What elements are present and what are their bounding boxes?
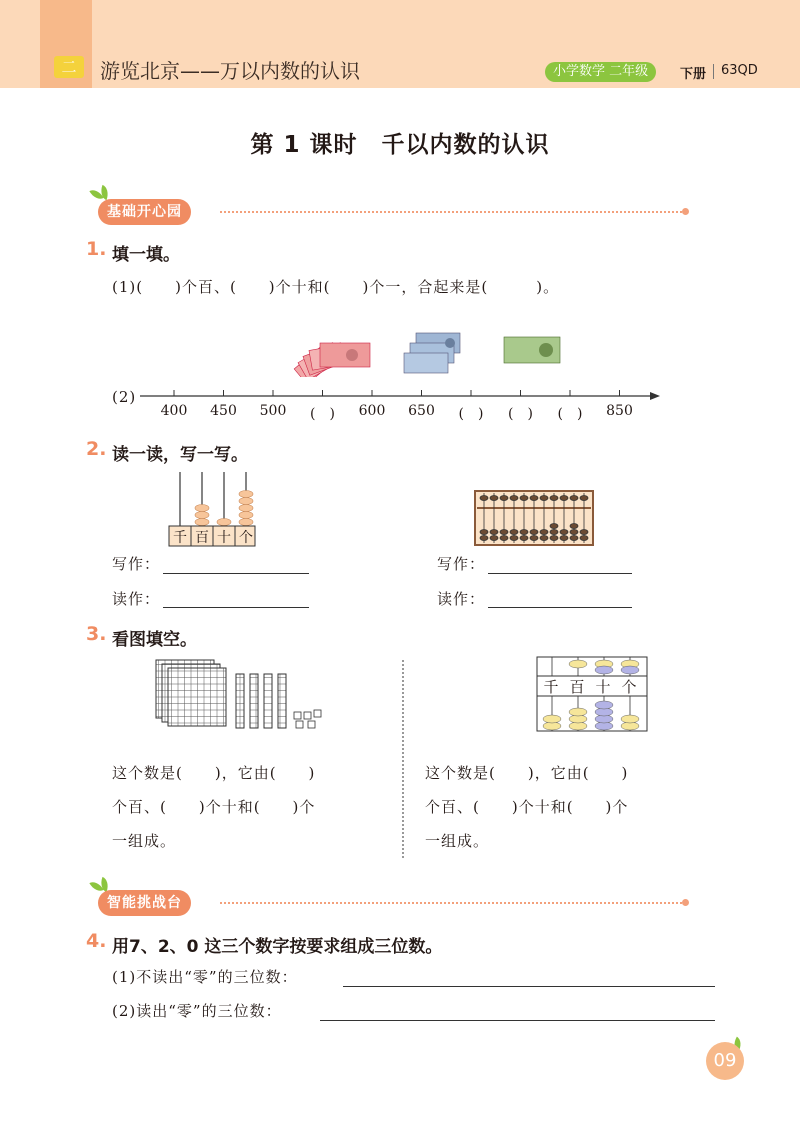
unit-cubes-icon — [294, 710, 321, 728]
lesson-title: 第 1 课时 千以内数的认识 — [250, 132, 550, 158]
abacus-bead — [510, 536, 518, 541]
q3-right-line3: 一组成。 — [425, 832, 490, 850]
q1-part1: (1)( )个百、( )个十和( )个一，合起来是( )。 — [112, 278, 560, 296]
q3-right-line1: 这个数是( )，它由( ) — [425, 764, 629, 782]
q3-left-line2: 个百、( )个十和( )个 — [112, 798, 316, 816]
abacus-bead — [500, 536, 508, 541]
number-line-label: 650 — [408, 403, 435, 419]
label-thousands: 千 — [543, 678, 559, 696]
q3-left-line1: 这个数是( )，它由( ) — [112, 764, 316, 782]
abacus-bead — [580, 496, 588, 501]
q2-left-write-line[interactable] — [163, 573, 309, 574]
q3-left-line3: 一组成。 — [112, 832, 177, 850]
q3-number: 3. — [86, 623, 107, 645]
number-line-label[interactable]: ( ) — [508, 406, 533, 422]
abacus-bead — [540, 496, 548, 501]
counter-abacus-labels — [538, 676, 646, 697]
abacus-bead — [510, 496, 518, 501]
q2-right-write-line[interactable] — [488, 573, 632, 574]
abacus-bead — [530, 530, 538, 535]
abacus-bead — [520, 496, 528, 501]
abacus-bead — [520, 536, 528, 541]
abacus-bead — [570, 536, 578, 541]
abacus-bead — [560, 530, 568, 535]
abacus-bead — [580, 530, 588, 535]
hundred-flats-icon — [156, 660, 226, 726]
unit-badge: 二 — [54, 56, 84, 78]
abacus-bead — [520, 530, 528, 535]
abacus-left-labels — [169, 527, 257, 547]
label-tens: 十 — [217, 530, 231, 546]
abacus-bead — [550, 530, 558, 535]
q2-right-write-label: 写作： — [437, 555, 486, 573]
divider-end-dot — [682, 899, 689, 906]
number-line-label[interactable]: ( ) — [557, 406, 583, 422]
label-thousands: 千 — [173, 530, 187, 546]
q1-part2-label: (2) — [112, 388, 137, 406]
abacus-bead — [530, 496, 538, 501]
abacus-bead — [480, 530, 488, 535]
label-tens: 十 — [595, 678, 611, 696]
ten-rods-icon — [236, 674, 286, 728]
q2-left-read-line[interactable] — [163, 607, 309, 608]
q1-number: 1. — [86, 238, 107, 260]
money-illustration — [290, 315, 580, 377]
q4-part1: (1)不读出“零”的三位数： — [112, 968, 298, 986]
q2-title: 读一读，写一写。 — [112, 445, 248, 465]
abacus-bead — [550, 524, 558, 529]
subject-grade: 小学数学 二年级 — [545, 62, 656, 82]
number-line-label: 500 — [259, 403, 287, 419]
number-line-label: 850 — [606, 403, 633, 419]
q1-title: 填一填。 — [112, 245, 180, 265]
one-yuan-note-icon — [504, 337, 560, 363]
abacus-bead — [490, 496, 498, 501]
q2-left-read-label: 读作： — [112, 590, 161, 608]
abacus-bead — [490, 536, 498, 541]
q4-title: 用7、2、0 这三个数字按要求组成三位数。 — [112, 937, 443, 957]
unit-title: 游览北京——万以内数的认识 — [100, 59, 360, 83]
abacus-bead — [560, 496, 568, 501]
q4-part1-answer-line[interactable] — [343, 986, 715, 987]
label-hundreds: 百 — [195, 530, 209, 546]
header-separator — [713, 64, 714, 79]
abacus-bead — [510, 530, 518, 535]
hundred-yuan-fan-icon — [294, 343, 370, 377]
abacus-bead — [530, 536, 538, 541]
abacus-bead — [570, 524, 578, 529]
q2-right-read-line[interactable] — [488, 607, 632, 608]
column-divider — [402, 660, 404, 858]
q4-part2: (2)读出“零”的三位数： — [112, 1002, 282, 1020]
label-hundreds: 百 — [569, 678, 585, 696]
q3-right-line2: 个百、( )个十和( )个 — [425, 798, 629, 816]
q4-number: 4. — [86, 930, 107, 952]
abacus-bead — [540, 536, 548, 541]
abacus-bead — [540, 530, 548, 535]
abacus-bead — [570, 496, 578, 501]
number-line-label[interactable]: ( ) — [458, 406, 484, 422]
abacus-bead — [490, 530, 498, 535]
abacus-bead — [480, 496, 488, 501]
section-challenge-label: 智能挑战台 — [98, 890, 191, 916]
q3-title: 看图填空。 — [112, 630, 197, 650]
q2-right-read-label: 读作： — [437, 590, 486, 608]
book-code: 63QD — [721, 63, 758, 78]
section-divider — [220, 211, 682, 213]
abacus-bead — [500, 496, 508, 501]
ten-yuan-notes-icon — [404, 333, 460, 373]
suanpan-abacus-right — [474, 490, 594, 546]
number-line-label: 600 — [358, 403, 386, 419]
number-line-label: 450 — [210, 403, 237, 419]
abacus-bead — [570, 530, 578, 535]
q4-part2-answer-line[interactable] — [320, 1020, 715, 1021]
abacus-bead — [580, 536, 588, 541]
number-line — [140, 384, 670, 404]
number-line-label: 400 — [160, 403, 188, 419]
abacus-bead — [560, 536, 568, 541]
volume-label: 下册 — [680, 67, 707, 82]
divider-end-dot — [682, 208, 689, 215]
label-ones: 个 — [621, 678, 637, 696]
section-basic-label: 基础开心园 — [98, 199, 191, 225]
section-divider — [220, 902, 682, 904]
base-ten-blocks-illustration — [152, 658, 332, 730]
label-ones: 个 — [239, 530, 253, 546]
q2-number: 2. — [86, 438, 107, 460]
abacus-bead — [550, 496, 558, 501]
abacus-bead — [500, 530, 508, 535]
page-number: 09 — [706, 1042, 744, 1080]
abacus-bead — [480, 536, 488, 541]
abacus-bead — [550, 536, 558, 541]
q2-left-write-label: 写作： — [112, 555, 161, 573]
number-line-label[interactable]: ( ) — [310, 406, 335, 422]
